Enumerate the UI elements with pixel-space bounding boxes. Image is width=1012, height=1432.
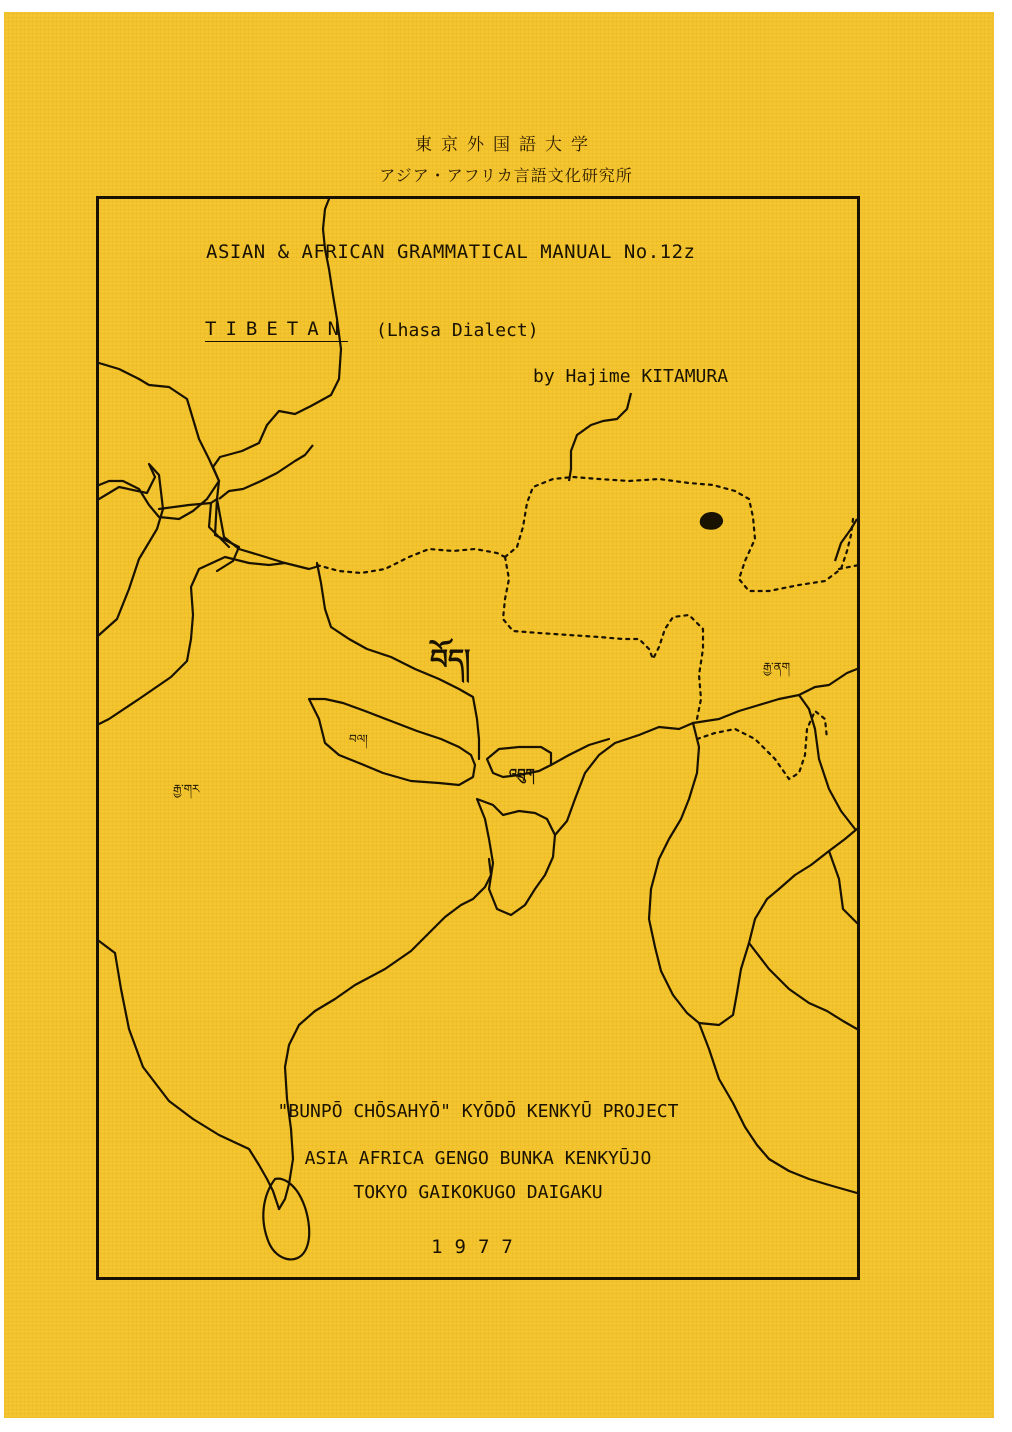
- university-romanized: TOKYO GAIKOKUGO DAIGAKU: [353, 1182, 603, 1203]
- institute-name: アジア・アフリカ言語文化研究所: [379, 166, 633, 185]
- book-title: TIBETAN: [205, 318, 349, 340]
- map-label-china: རྒྱ་ནག: [763, 660, 791, 674]
- series-title: ASIAN & AFRICAN GRAMMATICAL MANUAL No.12z: [206, 241, 696, 263]
- map-label-tibet: བོད།: [430, 643, 471, 676]
- author-line: by Hajime KITAMURA: [533, 366, 729, 387]
- project-name: "BUNPŌ CHŌSAHYŌ" KYŌDŌ KENKYŪ PROJECT: [277, 1101, 679, 1122]
- publication-year: 1977: [431, 1236, 525, 1258]
- institute-romanized: ASIA AFRICA GENGO BUNKA KENKYŪJO: [304, 1148, 652, 1169]
- map-label-bhutan: འབྲུག: [509, 767, 535, 782]
- map-label-india: རྒྱ་གར: [173, 782, 200, 796]
- university-name: 東京外国語大学: [415, 135, 597, 155]
- book-subtitle: (Lhasa Dialect): [376, 320, 539, 341]
- map-label-nepal: བལ།: [349, 732, 368, 746]
